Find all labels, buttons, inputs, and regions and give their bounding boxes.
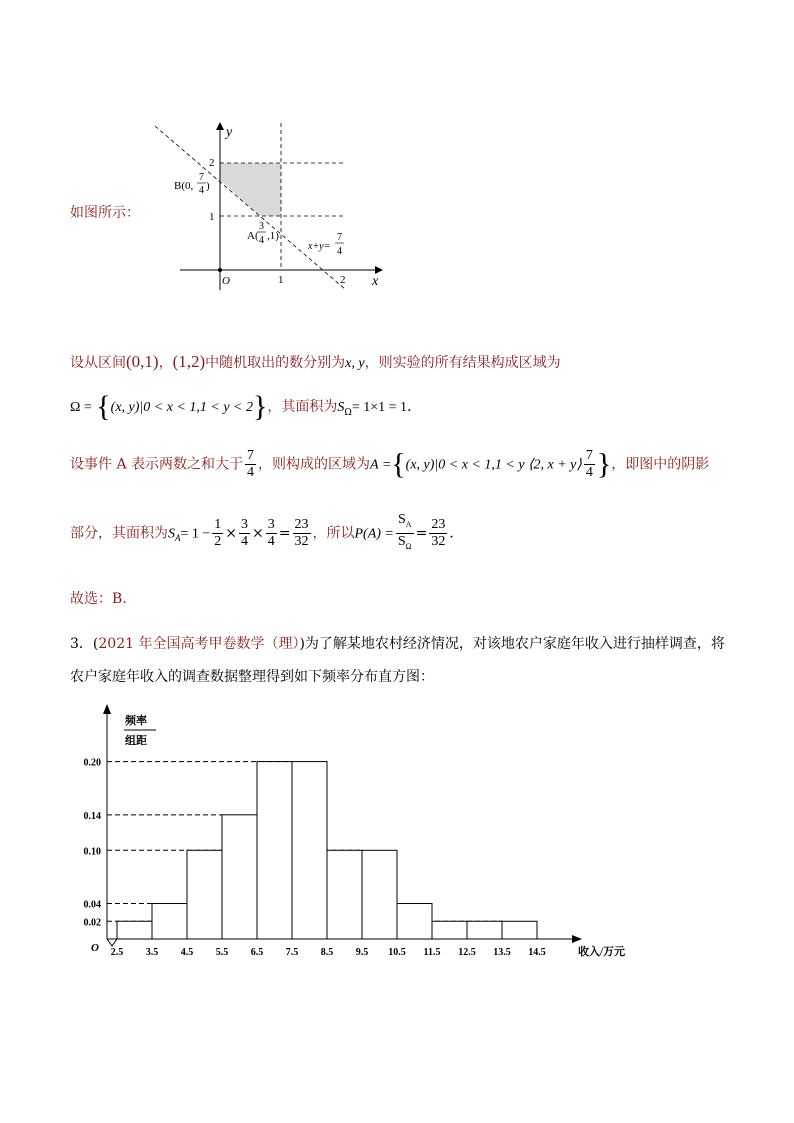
origin-label: O <box>91 942 99 954</box>
x-tick-label: 12.5 <box>458 947 476 958</box>
y-tick-2: 2 <box>209 157 215 169</box>
region-figure <box>150 118 390 293</box>
x-tick-label: 2.5 <box>110 947 124 958</box>
x-tick-label: 6.5 <box>250 947 264 958</box>
para1-text-a: 设从区间 <box>70 355 126 371</box>
y-tick-1: 1 <box>209 211 215 223</box>
x-axis-arrow <box>375 266 383 274</box>
interval-1: (0,1) <box>126 352 159 371</box>
question-3-line-2: 农户家庭年收入的调查数据整理得到如下频率分布直方图： <box>70 669 434 685</box>
histogram-bar <box>362 850 397 939</box>
histogram-bar <box>292 762 327 939</box>
sa-symbol: S <box>168 526 175 542</box>
frac-seven-fourths: $\frac{7}{4}$ <box>247 448 255 480</box>
x-tick-label: 14.5 <box>528 947 546 958</box>
omega-area-sub: Ω <box>344 407 352 418</box>
times-2: × <box>252 525 264 542</box>
pa-symbol: P(A) = <box>354 526 394 542</box>
omega-symbol: Ω = <box>70 400 92 415</box>
point-b-den: 4 <box>199 185 204 196</box>
axis-break-mark <box>107 939 117 946</box>
equals-2: = <box>415 525 428 542</box>
omega-area-value: = 1×1 = 1 <box>351 400 408 415</box>
frac-1-2: $\frac{1}{2}$ <box>214 516 222 549</box>
para-omega: Ω = {(x, y)|0 < x < 1,1 < y < 2}，其面积为$S_\Omega= 1\times 1 = 1$． <box>70 390 422 423</box>
y-axis-title-top: 频率 <box>125 715 147 727</box>
histogram-bar <box>327 850 362 939</box>
y-axis-arrow <box>103 704 111 714</box>
para4-text-a: 部分，其面积为 <box>70 525 168 542</box>
y-tick-label: 0.02 <box>83 917 101 929</box>
histogram-bar <box>467 921 502 939</box>
origin-label: O <box>222 275 230 287</box>
histogram-bar <box>152 904 187 939</box>
point-b-close: ) <box>206 180 210 192</box>
para3-text-a: 设事件 A 表示两数之和大于 <box>70 456 244 473</box>
line-x-plus-y <box>155 126 346 290</box>
x-tick-2: 2 <box>340 274 346 286</box>
para3-text-c: ，即图中的阴影 <box>611 456 710 473</box>
para4-text-b: ，所以 <box>312 525 355 542</box>
point-a-num: 3 <box>259 221 264 232</box>
y-tick-label: 0.14 <box>83 810 101 822</box>
x-tick-label: 8.5 <box>320 947 334 958</box>
equals-1: = <box>278 525 291 542</box>
para-area-a <box>70 512 463 555</box>
interval-2: (1,2) <box>172 352 206 371</box>
x-tick-label: 10.5 <box>388 947 406 958</box>
set-a-frac: $\frac{7}{4}$ <box>585 448 593 480</box>
y-tick-label: 0.10 <box>83 846 101 858</box>
point-a-den: 4 <box>259 235 264 246</box>
point-a-label: A( <box>247 230 259 242</box>
para1-comma: ， <box>158 355 173 371</box>
para4-end: ． <box>449 525 464 542</box>
histogram-bar <box>117 921 152 939</box>
frac-23-32-b: $\frac{23}{32}$ <box>431 516 446 549</box>
set-a-eq: A = <box>370 457 392 473</box>
x-tick-label: 13.5 <box>493 947 511 958</box>
x-axis-arrow <box>572 935 582 943</box>
para1-text-c: ，则实验的所有结果构成区域为 <box>364 355 561 371</box>
frac-23-32-a: $\frac{23}{32}$ <box>294 516 309 549</box>
x-tick-label: 7.5 <box>285 947 299 958</box>
histogram-bar <box>187 850 222 939</box>
x-axis-title: 收入/万元 <box>578 946 626 958</box>
frac-3-4-b: $\frac{3}{4}$ <box>267 516 275 549</box>
x-tick-label: 4.5 <box>180 947 194 958</box>
para1-text-b: 中随机取出的数分别为 <box>205 355 346 371</box>
frac-sa-somega: $\frac{S_A}{S_\Omega}$ <box>397 512 412 551</box>
frac-3-4-a: $\frac{3}{4}$ <box>241 516 249 549</box>
sa-eq: = 1 − <box>180 526 211 542</box>
x-axis-label: x <box>372 274 379 289</box>
x-tick-label: 11.5 <box>423 947 441 958</box>
vars-xy: x, y <box>345 356 365 371</box>
question-number: 3．( <box>70 636 99 652</box>
point-b-num: 7 <box>199 172 204 183</box>
shaded-region <box>220 163 281 216</box>
frequency-histogram <box>80 700 660 970</box>
para2-end: ． <box>407 399 422 415</box>
y-axis-arrow <box>216 122 224 130</box>
question-3-line-1 <box>70 633 725 653</box>
intro-text: 如图所示： <box>70 205 140 221</box>
x-tick-label: 3.5 <box>145 947 159 958</box>
y-tick-label: 0.04 <box>83 899 101 911</box>
y-tick-label: 0.20 <box>83 757 101 769</box>
histogram-bar <box>257 762 292 939</box>
para-event-a: 设事件 A 表示两数之和大于 $\frac{7}{4}$ ，则构成的区域为A ={(x, y)|0 < x < 1,1 < y ⟨2, x + y⟩ $\frac{7}{4}$ }，即图中的阴影 <box>70 447 710 481</box>
y-axis-title-bottom: 组距 <box>125 735 147 747</box>
histogram-bar <box>502 921 537 939</box>
x-tick-label: 9.5 <box>355 947 369 958</box>
x-tick-label: 5.5 <box>215 947 229 958</box>
y-axis-label: y <box>226 125 233 140</box>
para-interval <box>70 352 561 372</box>
para2-text: ，其面积为 <box>267 399 338 415</box>
answer-text: 故选：B. <box>70 591 127 607</box>
sa-sub: A <box>175 533 181 544</box>
line-label-num: 7 <box>337 232 342 243</box>
histogram-bar <box>432 921 467 939</box>
histogram-bar <box>397 904 432 939</box>
omega-set: (x, y)|0 < x < 1,1 < y < 2 <box>110 400 253 415</box>
histogram-bar <box>222 815 257 939</box>
set-a-body: (x, y)|0 < x < 1,1 < y ⟨2, x + y⟩ <box>405 457 582 473</box>
question-source: 2021 年全国高考甲卷数学（理） <box>98 636 300 652</box>
question-line1-rest: )为了解某地农村经济情况，对该地农户家庭年收入进行抽样调查，将 <box>299 636 725 652</box>
origin-dot <box>218 268 222 272</box>
line-label: x+y= <box>308 241 331 252</box>
para3-text-b: ，则构成的区域为 <box>258 456 371 473</box>
point-b-label: B(0, <box>174 180 194 192</box>
x-tick-1: 1 <box>278 274 284 286</box>
line-label-den: 4 <box>337 246 342 257</box>
times-1: × <box>225 525 238 542</box>
omega-area-symbol: S <box>337 400 345 415</box>
point-a-close: ,1) <box>267 230 279 242</box>
